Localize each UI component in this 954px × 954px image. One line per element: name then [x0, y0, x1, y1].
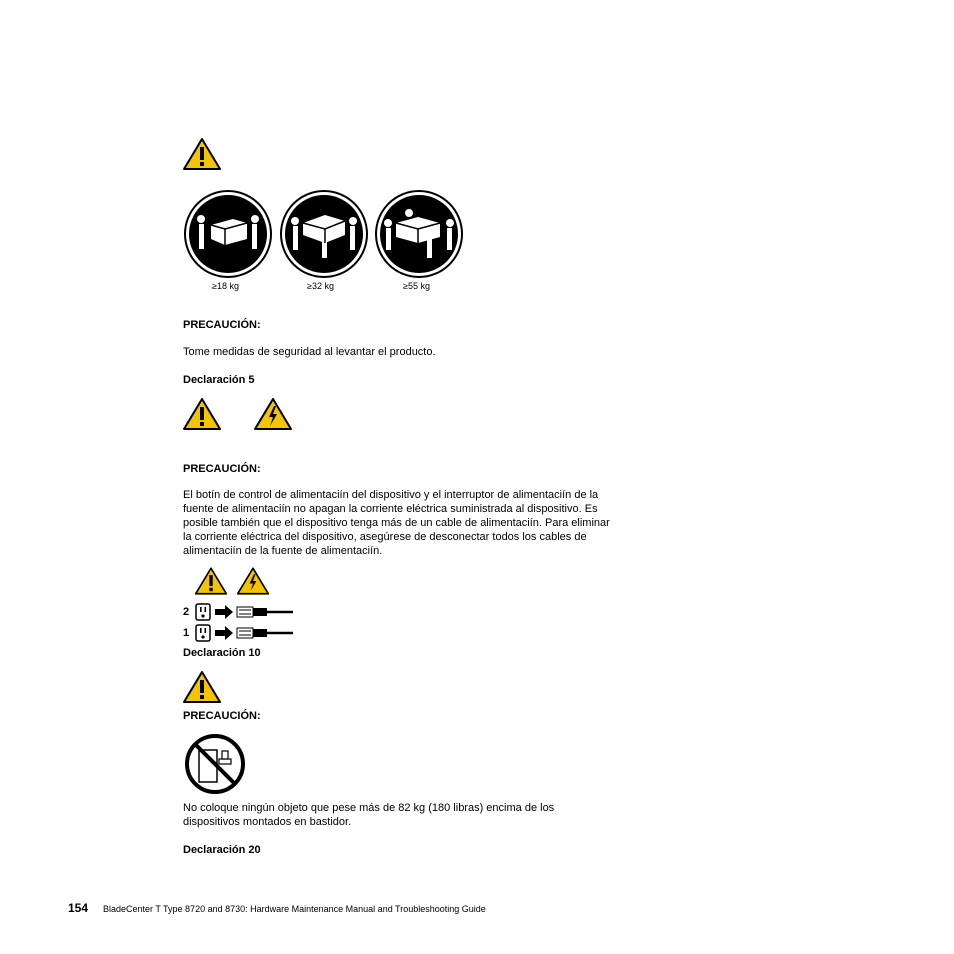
four-person-lift-icon [374, 189, 464, 279]
power-cord-label-2: 2 [183, 606, 190, 618]
statement-number: Declaración 20 [183, 844, 261, 856]
weight-label-55kg: ≥55 kg [403, 281, 430, 291]
caution-heading: PRECAUCIÓN: [183, 319, 261, 331]
power-cord-label-1: 1 [183, 627, 190, 639]
page-number: 154 [68, 901, 89, 915]
caution-text: El botín de control de alimentaciín del dispositivo y el interruptor de alimentaciín de la fuente de alimentaciín no apagan la corriente eléctrica suministrada al dispositivo. Es posible también que el dispositivo tenga más de un cable de alimentaciín. Para eliminar la corriente eléctrica del dispositivo, asegúrese de desconectar todos los cables de alimentaciín de la fuente de alimentaciín. [183, 489, 610, 557]
unplug-power-cord-icon [195, 624, 345, 642]
caution-warning-icon [182, 137, 222, 171]
document-title: BladeCenter T Type 8720 and 8730: Hardware Maintenance Manual and Troubleshooting Guide [103, 904, 486, 914]
caution-warning-icon [194, 566, 228, 596]
three-person-lift-icon [279, 189, 369, 279]
caution-text: No coloque ningún objeto que pese más de 82 kg (180 libras) encima de los dispositivos montados en bastidor. [183, 802, 555, 828]
caution-text: Tome medidas de seguridad al levantar el producto. [183, 346, 436, 358]
no-weight-on-rack-icon [183, 733, 247, 795]
weight-label-32kg: ≥32 kg [307, 281, 334, 291]
unplug-power-cord-icon [195, 603, 345, 621]
statement-number: Declaración 5 [183, 374, 255, 386]
caution-warning-icon [182, 670, 222, 704]
weight-label-18kg: ≥18 kg [212, 281, 239, 291]
caution-heading: PRECAUCIÓN: [183, 463, 261, 475]
electrical-hazard-icon [236, 566, 270, 596]
statement-number: Declaración 10 [183, 647, 261, 659]
two-person-lift-icon [183, 189, 273, 279]
electrical-hazard-icon [253, 397, 293, 431]
caution-warning-icon [182, 397, 222, 431]
caution-heading: PRECAUCIÓN: [183, 710, 261, 722]
